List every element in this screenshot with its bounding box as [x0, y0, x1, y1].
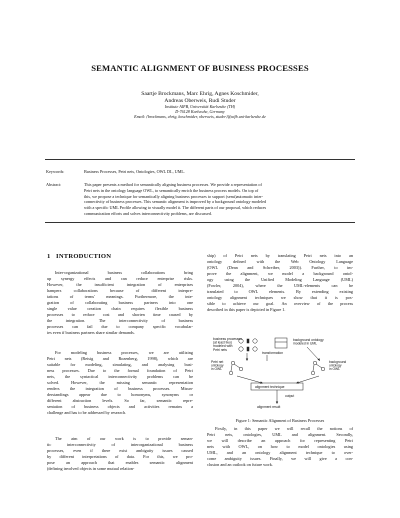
petri-transition-icon: [247, 347, 249, 351]
text-line: Inter-organizational business collaborations bring: [55, 270, 193, 275]
text-line: ies even if business partners share similar demands.: [47, 330, 135, 336]
arrowhead-icon: [276, 402, 278, 405]
fig-label: alignment technique: [255, 385, 285, 389]
keywords-label: Keywords:: [46, 169, 65, 174]
text-line: (defining involved objects in some mutual relation-: [47, 466, 135, 472]
divider: [45, 159, 355, 160]
text-line: the integration. The interconnectivity of business: [47, 318, 193, 324]
fig-label: ontology: [211, 363, 224, 368]
petri-transition-icon: [247, 339, 249, 343]
text-line: nets with OWL, on how to model ontologies using: [207, 444, 353, 450]
text-line: Petri nets (Reisig and Rozenberg, 1998), which are: [47, 356, 193, 362]
text-line: connectivity of business processes. This semantic alignment is improved by a background ontology modeled: [84, 199, 267, 205]
uml-class-icon: [275, 338, 287, 348]
fig-label: modeled with: [213, 344, 233, 349]
text-line: solved. However, the missing semantic representation: [47, 380, 193, 386]
arrow: [237, 376, 262, 383]
fig-label: Petri net: [211, 360, 224, 364]
abstract-text: [84, 182, 352, 217]
text-line: This paper presents a method for semantically aligning business processes. We provide a representation of: [84, 182, 262, 187]
arrowhead-icon: [260, 381, 263, 383]
text-line: gration of collaborating business partners into one: [47, 300, 193, 306]
fig-label: Petri nets: [213, 347, 227, 352]
text-line: this, we propose a technique for semantically aligning business processes to support (semi)automatic inter-: [84, 193, 264, 199]
authors-line-1: Saartje Brockmans, Marc Ehrig, Agnes Koschmider,: [141, 91, 259, 97]
text-line: translated to OWL elements. By extending existing: [207, 289, 353, 295]
paragraph: [207, 253, 353, 313]
text-line: by different interpretations of data. For this, we pro-: [47, 454, 193, 460]
text-line: (Fowler, 2004), where the UML-elements can be: [207, 283, 353, 289]
authors-line-2: Andreas Oberweis, Rudi Studer: [164, 97, 236, 104]
fig-label: (at least two): [213, 340, 232, 345]
text-line: ontology defined with the Web Ontology Language: [207, 259, 353, 265]
text-line: challenge and has to be addressed by research.: [47, 410, 127, 416]
ontology-edge: [234, 364, 240, 368]
text-line: tic interconnectivity of interorganizational business: [47, 442, 193, 448]
text-line: Petri nets, ontologies, UML and alignment. Secondly,: [207, 432, 353, 438]
text-line: tations of terms' meanings. Furthermore, the inte-: [47, 294, 193, 300]
fig-label: background ontology: [293, 338, 324, 342]
text-line: pose an approach that enables semantic alignment: [47, 460, 193, 466]
text-line: described in this paper is depicted in Figure 1.: [207, 307, 286, 313]
keywords-text: Business Processes, Petri nets, Ontologies, OWL DL, UML.: [84, 169, 186, 174]
text-line: Firstly, in this paper we will recall the notions of: [215, 426, 353, 431]
fig-label: output: [285, 394, 295, 398]
paragraph: [207, 426, 353, 468]
text-line: ontology alignment techniques we show that it is pos-: [207, 295, 353, 301]
section-number: 1: [47, 253, 51, 260]
text-line: ness processes. Due to the formal foundation of Petri: [47, 368, 193, 374]
text-line: up synergy effects and can reduce enterprise risks.: [47, 276, 193, 282]
text-line: hampers collaborations because of different interpre-: [47, 288, 193, 294]
ontology-node-icon: [229, 371, 233, 375]
paragraph: [47, 436, 193, 472]
fig-label: in OWL: [329, 367, 340, 372]
paper-title: SEMANTIC ALIGNMENT OF BUSINESS PROCESSES: [91, 63, 309, 73]
text-line: sible to achieve our goal. An overview of the process: [207, 301, 353, 307]
text-line: processes, even if there exist ambiguity issues caused: [47, 448, 193, 454]
text-line: different abstraction levels. So far, semantic repre-: [47, 398, 193, 404]
text-line: renders the integration of business processes. Misun-: [47, 386, 193, 392]
paragraph: [47, 270, 193, 337]
arrow: [307, 347, 319, 360]
text-line: derstandings appear due to homonyms, synonyms or: [47, 392, 193, 398]
petri-place-icon: [239, 347, 243, 351]
fig-label: business processes: [213, 337, 242, 341]
text-line: with a specific UML Profile allowing to visually model it. The different parts of our proposal, which reduces: [84, 205, 267, 210]
author-list: [0, 91, 400, 104]
text-line: UML, and an ontology alignment technique to over-: [207, 450, 353, 456]
divider: [45, 222, 355, 223]
text-line: For modeling business processes, we are utilizing: [55, 350, 193, 355]
text-line: ship) of Petri nets by translating Petri nets into an: [207, 253, 353, 258]
city: D-76128 Karlsruhe, Germany: [175, 108, 225, 114]
ontology-node-icon: [311, 371, 315, 375]
ontology-edge: [231, 365, 232, 371]
section-heading: [47, 253, 111, 260]
figure-1: [207, 335, 353, 413]
figure-caption: Figure 1: Semantic Alignment of Business Processes: [235, 418, 325, 423]
affiliation: [0, 105, 400, 120]
text-line: communication efforts and solves interconnectivity problems, are discussed.: [84, 210, 212, 216]
text-line: suitable for modeling, simulating, and analysing busi-: [47, 362, 193, 368]
arrow: [297, 376, 319, 383]
paragraph: [47, 350, 193, 417]
text-line: processes can fail due to company specific vocabular-: [47, 324, 193, 330]
arrowhead-icon: [296, 381, 299, 383]
fig-label: alignment result: [257, 405, 281, 409]
text-line: nets, the syntactical interconnectivity problems can be: [47, 374, 193, 380]
fig-label: transformation: [262, 351, 284, 355]
text-line: we will describe an approach for representing Petri: [207, 438, 353, 444]
petri-place-icon: [253, 339, 257, 343]
fig-label: background: [329, 360, 347, 364]
text-line: Petri nets in the ontology language OWL, to semantically enrich the business process models. On top of: [84, 187, 259, 193]
abstract-label: Abstract:: [46, 182, 62, 187]
fig-label: in OWL: [211, 367, 222, 372]
ontology-edge: [313, 365, 314, 371]
text-line: clusion and an outlook on future work.: [207, 462, 273, 468]
fig-label: ontology: [329, 363, 342, 368]
alignment-diagram: [207, 335, 353, 413]
email: Email: {brockmans, ehrig, koschmider, oberweis, studer}@aifb.uni-karlsruhe.de: [134, 113, 266, 119]
text-line: The aim of our work is to provide seman-: [55, 436, 193, 441]
text-line: ogy using the Unified Modeling Language (UML): [207, 277, 353, 283]
text-line: single value creation chain requires flexible business: [47, 306, 193, 312]
text-line: sentation of business objects and activities remains a: [47, 404, 193, 410]
text-line: prove the alignment, we model a background ontol-: [207, 271, 353, 277]
text-line: come ambiguity issues. Finally, we will give a con-: [207, 456, 353, 462]
fig-label: modeled in UML: [293, 341, 318, 346]
text-line: However, the insufficient integration of enterprises: [47, 282, 193, 288]
ontology-edge: [316, 364, 322, 368]
text-line: processes to reduce cost and shorten time caused by: [47, 312, 193, 318]
arrowhead-icon: [246, 359, 248, 362]
section-title: INTRODUCTION: [56, 253, 112, 260]
text-line: (OWL (Dean and Schreiber, 2003)). Further, to im-: [207, 265, 353, 271]
institute: Institute AIFB, Universität Karlsruhe (TH): [164, 104, 236, 109]
petri-place-icon: [253, 347, 257, 351]
